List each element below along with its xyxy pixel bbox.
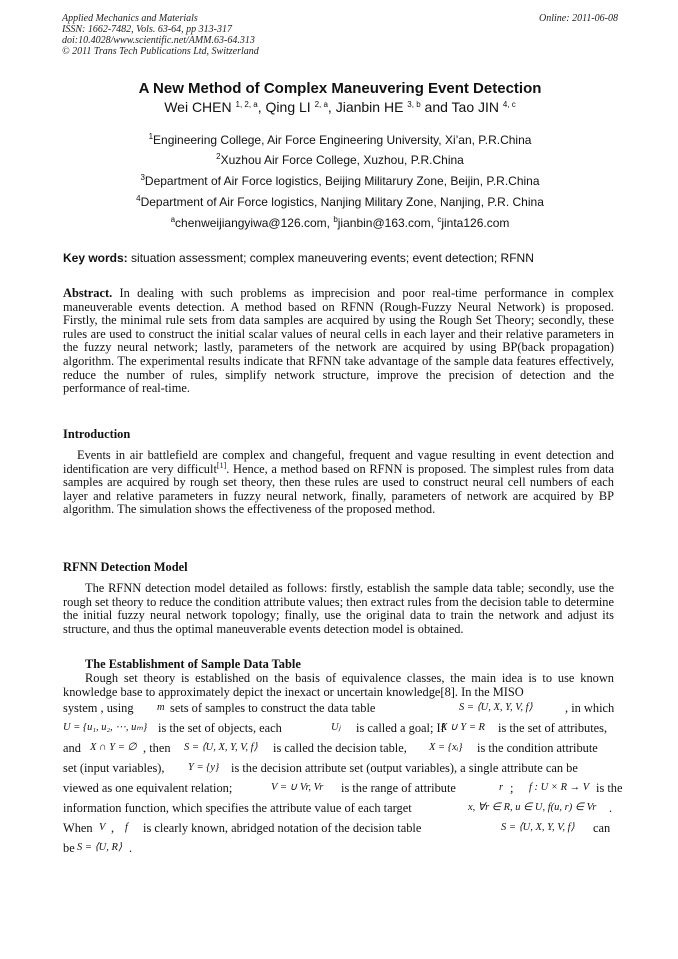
keywords-label: Key words: [63, 251, 128, 265]
math-line: be S = ⟨U, R⟩ . [63, 841, 133, 855]
author-sup: 4, c [502, 100, 516, 109]
math-line: When V , f is clearly known, abridged notation of the decision table S = ⟨U, X, Y, V, f⟩ can [63, 821, 611, 835]
author-name: Qing LI [265, 99, 311, 115]
affiliation: $^1$Engineering College, Air Force Engineering University, Xi’an, P.R.China [148, 132, 532, 147]
author-name: Tao JIN [451, 99, 499, 115]
copyright: © 2011 Trans Tech Publications Ltd, Switzerland [62, 46, 259, 57]
subsection-heading: The Establishment of Sample Data Table [85, 657, 301, 671]
abstract: Abstract. In dealing with such problems as imprecision and poor real-time performance in complex maneuverable events detection. A method based on RFNN (Rough-Fuzzy Neural Network) is proposed. Firstly, the minimal rule sets from data samples are acquired by using the Rough Set Theory; secondly, these rules are used to construct the initial scalar values of neural cells in each layer and their relative parameters in the fuzzy neural network; lastly, parameters of the network are acquired by using BP(back propagation) algorithm. The experimental results indicate that RFNN take advantage of the sample data features effectively, reduce the number of rules, simplify network structure, improve the precision of detection and the performance of real-time. [63, 286, 614, 396]
citation: [1] [216, 460, 227, 470]
math-line: and X ∩ Y = ∅ , then S = ⟨U, X, Y, V, f⟩ is called the decision table, X = {xᵢ} is the condition attribute [63, 741, 598, 755]
paper-title: A New Method of Complex Maneuvering Event Detection [138, 80, 542, 97]
intro-paragraph: Events in air battlefield are complex and changeful, frequent and vague resulting in event detection and identification are very difficult[1]. Hence, a method based on RFNN is proposed. The simplest rules from data samples are acquired by rough set theory, then these rules are used to construct neural cell numbers of each layer and relative parameters in fuzzy neural network, finally, parameters of network are acquired by BP algorithm. The simulation shows the effectiveness of the proposed method. [63, 448, 615, 517]
email-line: $^a$chenweijiangyiwa@126.com, $^b$jianbin@163.com, $^c$jinta126.com [170, 215, 510, 230]
email: jinta126.com [441, 216, 510, 230]
abstract-label: Abstract. [63, 286, 113, 300]
doi: doi:10.4028/www.scientific.net/AMM.63-64.313 [62, 35, 255, 46]
online-date: Online: 2011-06-08 [539, 13, 618, 24]
author-sup: 2, a [314, 100, 328, 109]
keywords: Key words: situation assessment; complex maneuvering events; event detection; RFNN [63, 251, 534, 265]
author-name: Jianbin HE [335, 99, 404, 115]
section-heading-introduction: Introduction [63, 427, 131, 441]
journal-name: Applied Mechanics and Materials [62, 13, 198, 24]
author-sup: 3, b [407, 100, 421, 109]
affiliation: $^2$Xuzhou Air Force College, Xuzhou, P.R.China [216, 152, 464, 167]
math-line: system , using m sets of samples to construct the data table S = ⟨U, X, Y, V, f⟩ , in which [63, 701, 615, 715]
journal-header [62, 13, 618, 57]
section-heading-rfnn: RFNN Detection Model [63, 560, 188, 574]
author-sup: 1, 2, a [235, 100, 258, 109]
math-block [63, 698, 623, 858]
issn: ISSN: 1662-7482, Vols. 63-64, pp 313-317 [62, 24, 232, 35]
math-line: U = {u₁, u₂, ⋯, uₘ} is the set of objects, each Uⱼ is called a goal; If X ∪ Y = R is the set of attributes, [63, 721, 608, 735]
author-list: Wei CHEN $^{1, 2, a}$, Qing LI $^{2, a}$, Jianbin HE $^{3, b}$ and Tao JIN $^{4, c}$ [164, 99, 516, 115]
author-name: Wei CHEN [164, 99, 232, 115]
email: jianbin@163.com [337, 216, 431, 230]
email: chenweijiangyiwa@126.com [175, 216, 327, 230]
math-line: set (input variables), Y = {y} is the decision attribute set (output variables), a single attribute can be [63, 761, 578, 775]
math-line: viewed as one equivalent relation; V = ∪ Vr, Vr is the range of attribute r ; f : U × R → V is the [63, 781, 623, 795]
math-line: information function, which specifies the attribute value of each target x, ∀r ∈ R, u ∈ U, f(u, r) ∈ Vr . [63, 801, 613, 815]
subsection-paragraph: Rough set theory is established on the basis of equivalence classes, the main idea is to use known knowledge base to approximately depict the inexact or uncertain knowledge[8]. In the MISO [63, 671, 614, 699]
affiliation: $^4$Department of Air Force logistics, Nanjing Military Zone, Nanjing, P.R. China [136, 194, 544, 209]
rfnn-paragraph: The RFNN detection model detailed as follows: firstly, establish the sample data table; secondly, use the rough set theory to reduce the condition attribute values; then extract rules from the decision table to determine the initial fuzzy neural network topology; finally, use the original data to train the network and adjust its structure, and thus the optimal maneuverable events detection model is obtained. [63, 581, 614, 636]
affiliation: $^3$Department of Air Force logistics, Beijing Militarury Zone, Beijin, P.R.China [140, 173, 540, 188]
